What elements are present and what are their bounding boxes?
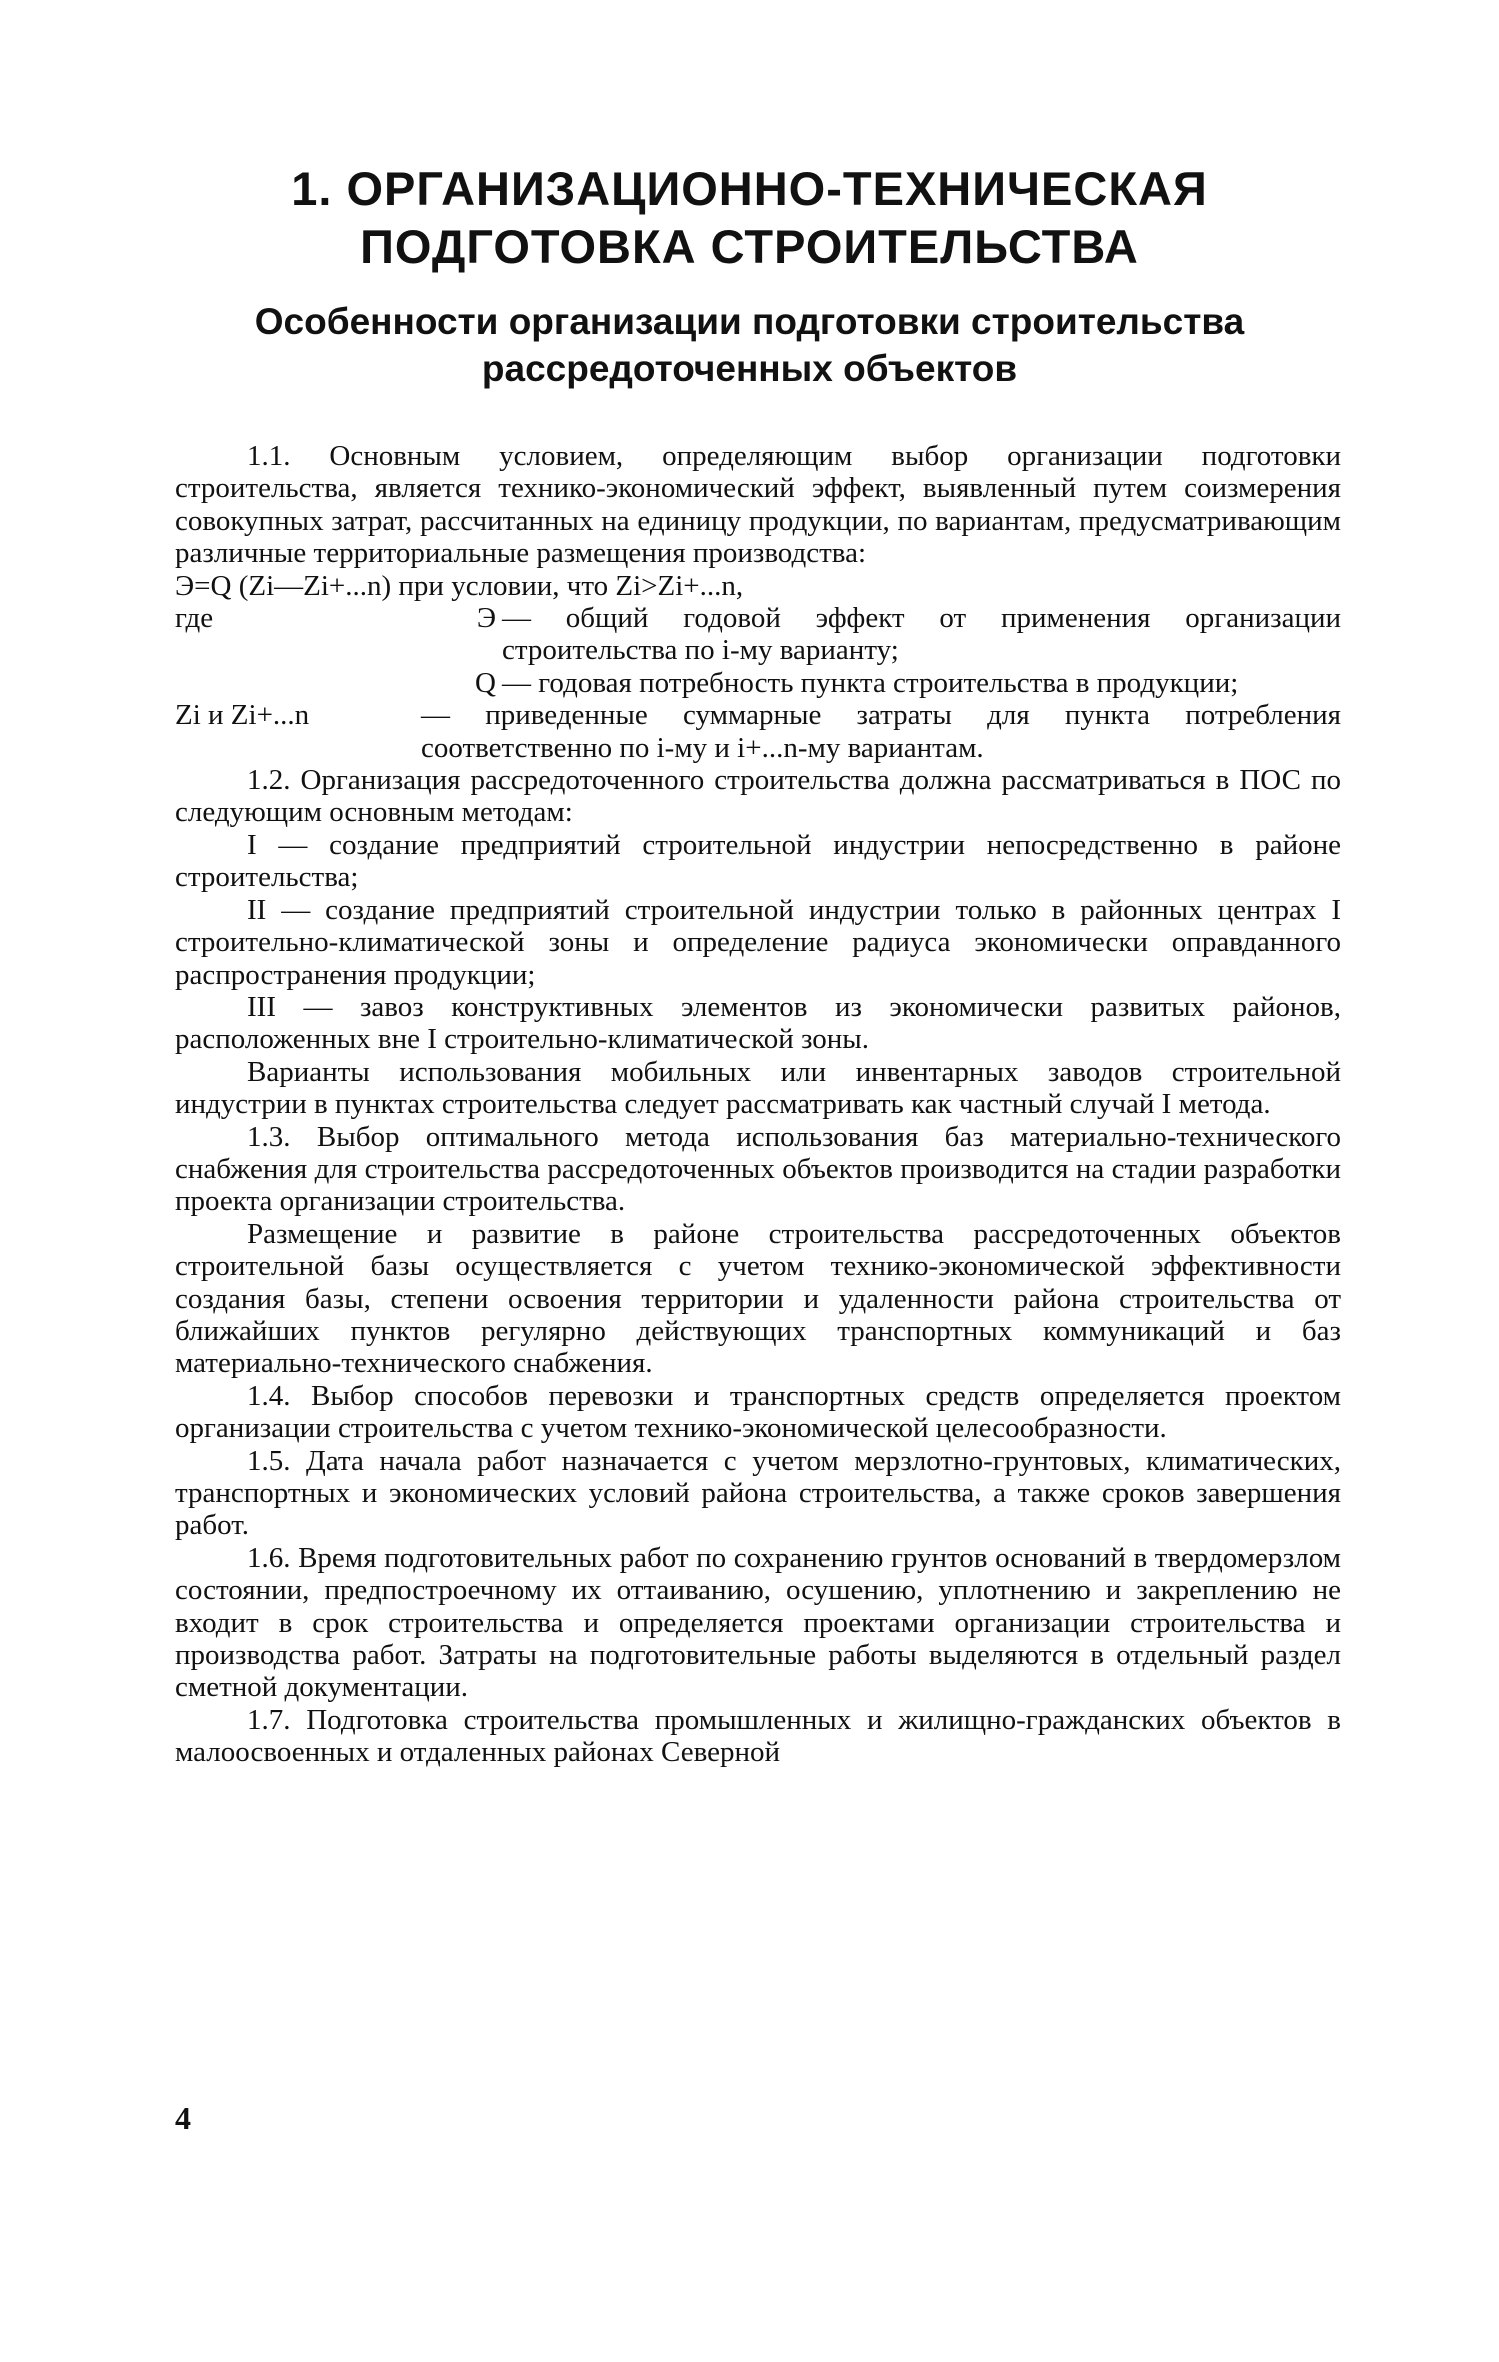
symbol-e: Э: [476, 602, 496, 635]
definition-z: [175, 699, 1341, 764]
definition-q: [175, 667, 1341, 699]
definition-z-text: — приведенные суммарные затраты для пункта потребления соответственно по i-му и i+...n-му вариантам.: [421, 699, 1341, 764]
section-subtitle-line-2: рассредоточенных объектов: [481, 348, 1018, 389]
section-subtitle: [0, 298, 1499, 392]
method-2: II — создание предприятий строительной индустрии только в районных центрах I строительно-климатической зоны и определение радиуса экономически оправданного распространения продукции;: [175, 893, 1341, 991]
chapter-title-line-1: 1. ОРГАНИЗАЦИОННО-ТЕХНИЧЕСКАЯ: [291, 162, 1208, 215]
method-3: III — завоз конструктивных элементов из экономически развитых районов, расположенных вне I строительно-климатической зоны.: [175, 990, 1341, 1056]
placement-paragraph: Размещение и развитие в районе строительства рассредоточенных объектов строительной базы осуществляется с учетом технико-экономической эффективности создания базы, степени освоения территории и удаленности района строительства от ближайших пунктов регулярно действующих транспортных коммуникаций и баз материально-технического снабжения.: [175, 1217, 1341, 1380]
symbol-q: Q: [475, 666, 496, 699]
paragraph-1-5: 1.5. Дата начала работ назначается с учетом мерзлотно-грунтовых, климатических, транспортных и экономических условий района строительства, а также сроков завершения работ.: [175, 1444, 1341, 1542]
definition-e: [175, 602, 1341, 667]
paragraph-1-6: 1.6. Время подготовительных работ по сохранению грунтов оснований в твердомерзлом состоянии, предпостроечному их оттаиванию, осушению, уплотнению и закреплению не входит в срок строительства и определяется проектами организации строительства и производства работ. Затраты на подготовительные работы выделяются в отдельный раздел сметной документации.: [175, 1541, 1341, 1704]
page-number: 4: [175, 2100, 191, 2136]
paragraph-1-1: 1.1. Основным условием, определяющим выбор организации подготовки строительства, является технико-экономический эффект, выявленный путем соизмерения совокупных затрат, рассчитанных на единицу продукции, по вариантам, предусматривающим различные территориальные размещения производства:: [175, 440, 1341, 570]
section-subtitle-line-1: Особенности организации подготовки строительства: [254, 301, 1245, 342]
definition-e-text: — общий годовой эффект от применения организации строительства по i-му варианту;: [502, 602, 1341, 667]
variants-paragraph: Варианты использования мобильных или инвентарных заводов строительной индустрии в пунктах строительства следует рассматривать как частный случай I метода.: [175, 1055, 1341, 1121]
method-1: I — создание предприятий строительной индустрии непосредственно в районе строительства;: [175, 828, 1341, 894]
definition-q-text: — годовая потребность пункта строительства в продукции;: [502, 666, 1239, 699]
formula: Э=Q (Zi—Zi+...n) при условии, что Zi>Zi+...n,: [175, 569, 744, 602]
body-text: [175, 440, 1341, 1769]
chapter-title: [0, 160, 1499, 276]
symbol-z: Zi и Zi+...n: [175, 699, 310, 732]
chapter-title-line-2: ПОДГОТОВКА СТРОИТЕЛЬСТВА: [360, 220, 1139, 273]
paragraph-1-3: 1.3. Выбор оптимального метода использования баз материально-технического снабжения для строительства рассредоточенных объектов производится на стадии разработки проекта организации строительства.: [175, 1120, 1341, 1218]
paragraph-1-2: 1.2. Организация рассредоточенного строительства должна рассматриваться в ПОС по следующим основным методам:: [175, 764, 1341, 829]
paragraph-1-4: 1.4. Выбор способов перевозки и транспортных средств определяется проектом организации строительства с учетом технико-экономической целесообразности.: [175, 1379, 1341, 1445]
where-label: где: [175, 602, 214, 635]
paragraph-1-7: 1.7. Подготовка строительства промышленных и жилищно-гражданских объектов в малоосвоенных и отдаленных районах Северной: [175, 1703, 1341, 1769]
